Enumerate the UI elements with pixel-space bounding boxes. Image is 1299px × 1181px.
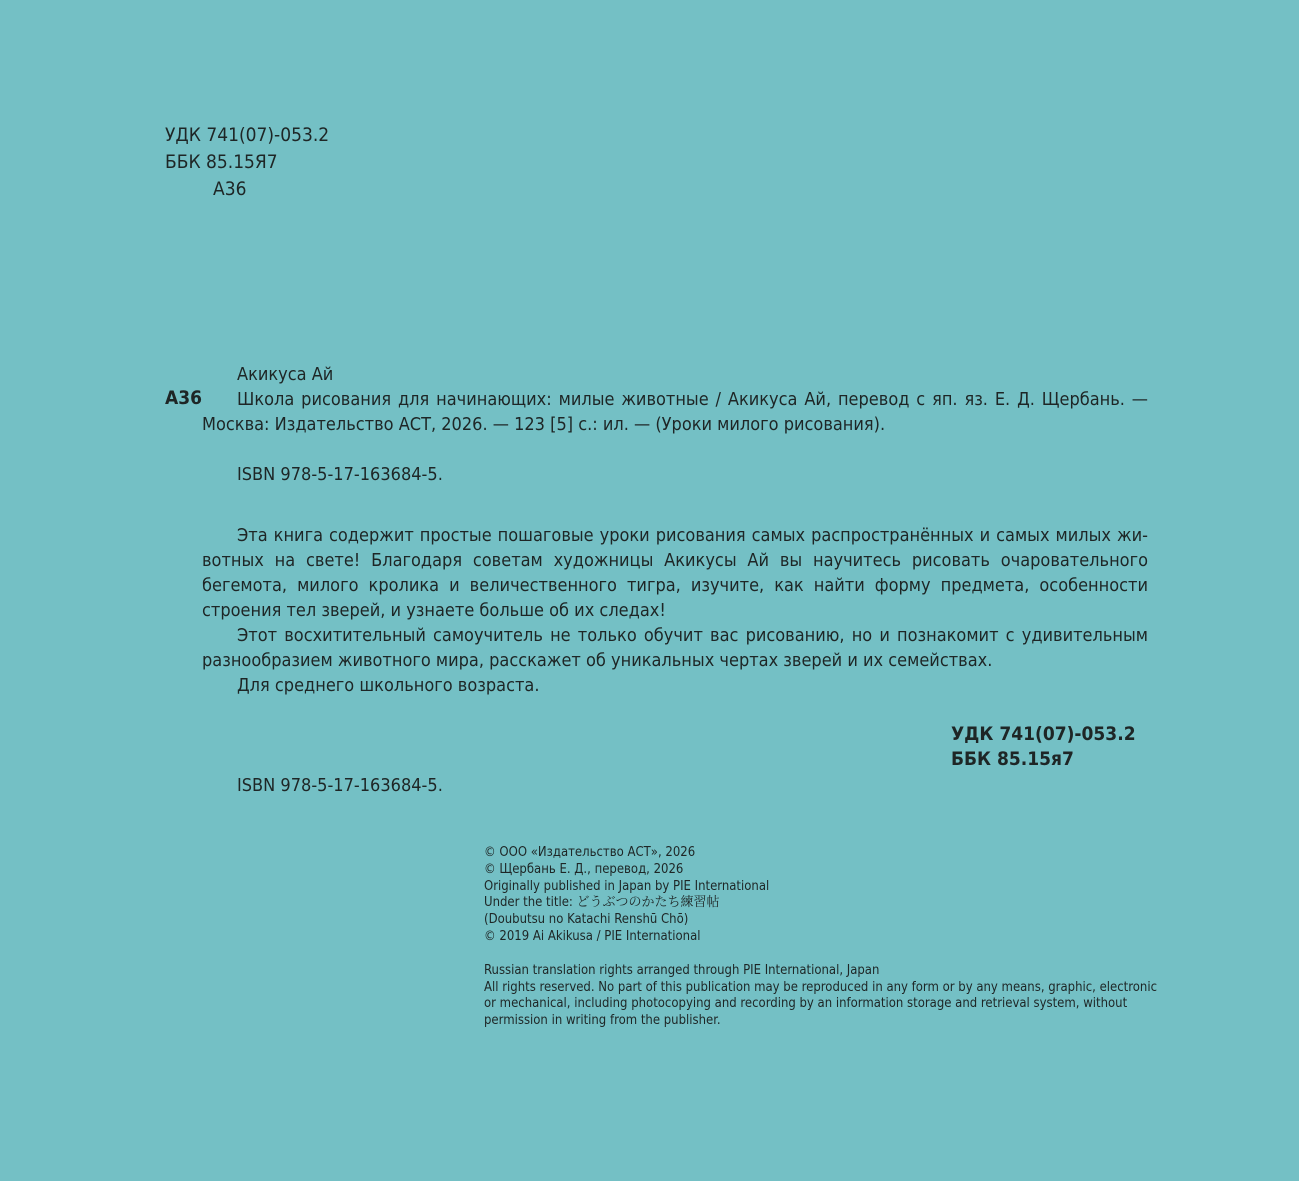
author-mark-bold: А36 [165,387,203,409]
annotation-paragraph: Эта книга содержит простые пошаговые уроки рисования самых распространённых и самых милых животных на свете! Благодаря советам художницы Акикусы Ай вы научитесь рисовать очаровательного бегемота, милого кролика и величественного тигра, изучите, как найти форму предмета, особенности строения тел зверей, и узнаете больше об их следах! [202,525,1148,621]
author-mark: А36 [213,178,247,200]
spacer [484,946,1164,963]
annotation-paragraph: Этот восхитительный самоучитель не только обучит вас рисованию, но и познакомит с удивительным разнообразием животного мира, расскажет об уникальных чертах зверей и их семействах. [202,625,1148,671]
udk-code: УДК 741(07)-053.2 [165,124,330,146]
copyright-line: (Doubutsu no Katachi Renshū Chō) [484,912,689,928]
annotation-paragraph: Для среднего школьного возраста. [237,675,540,696]
isbn-top: ISBN 978-5-17-163684-5. [237,464,443,485]
copyright-block [484,845,1164,1030]
classification-codes-top [165,122,329,203]
classification-codes-bottom [951,722,1136,772]
copyright-line: Under the title: どうぶつのかたち練習帖 [484,895,720,911]
bbk-code: ББК 85.15Я7 [165,151,278,173]
udk-code-bold: УДК 741(07)-053.2 [951,723,1136,745]
bbk-code-bold: ББК 85.15я7 [951,748,1074,770]
isbn-bottom: ISBN 978-5-17-163684-5. [237,775,443,796]
copyright-line: © ООО «Издательство АСТ», 2026 [484,845,696,860]
copyright-line: Originally published in Japan by PIE International [484,878,770,894]
copyright-line: © Щербань Е. Д., перевод, 2026 [484,861,684,877]
rights-line: All rights reserved. No part of this publication may be reproduced in any form or by any means, graphic, electronic [484,979,1158,995]
rights-line: or mechanical, including photocopying and recording by an information storage and retrieval system, without [484,996,1128,1012]
author-name: Акикуса Ай [237,364,334,385]
rights-line: Russian translation rights arranged through PIE International, Japan [484,962,880,978]
annotation [202,523,1148,698]
copyright-line: © 2019 Ai Akikusa / PIE International [484,928,701,944]
rights-line: permission in writing from the publisher. [484,1013,721,1029]
bibliographic-description: Школа рисования для начинающих: милые животные / Акикуса Ай, перевод с яп. яз. Е. Д. Щербань. — Москва: Издательство АСТ, 2026. — 123 [5] с.: ил. — (Уроки милого рисования). [202,389,1148,435]
